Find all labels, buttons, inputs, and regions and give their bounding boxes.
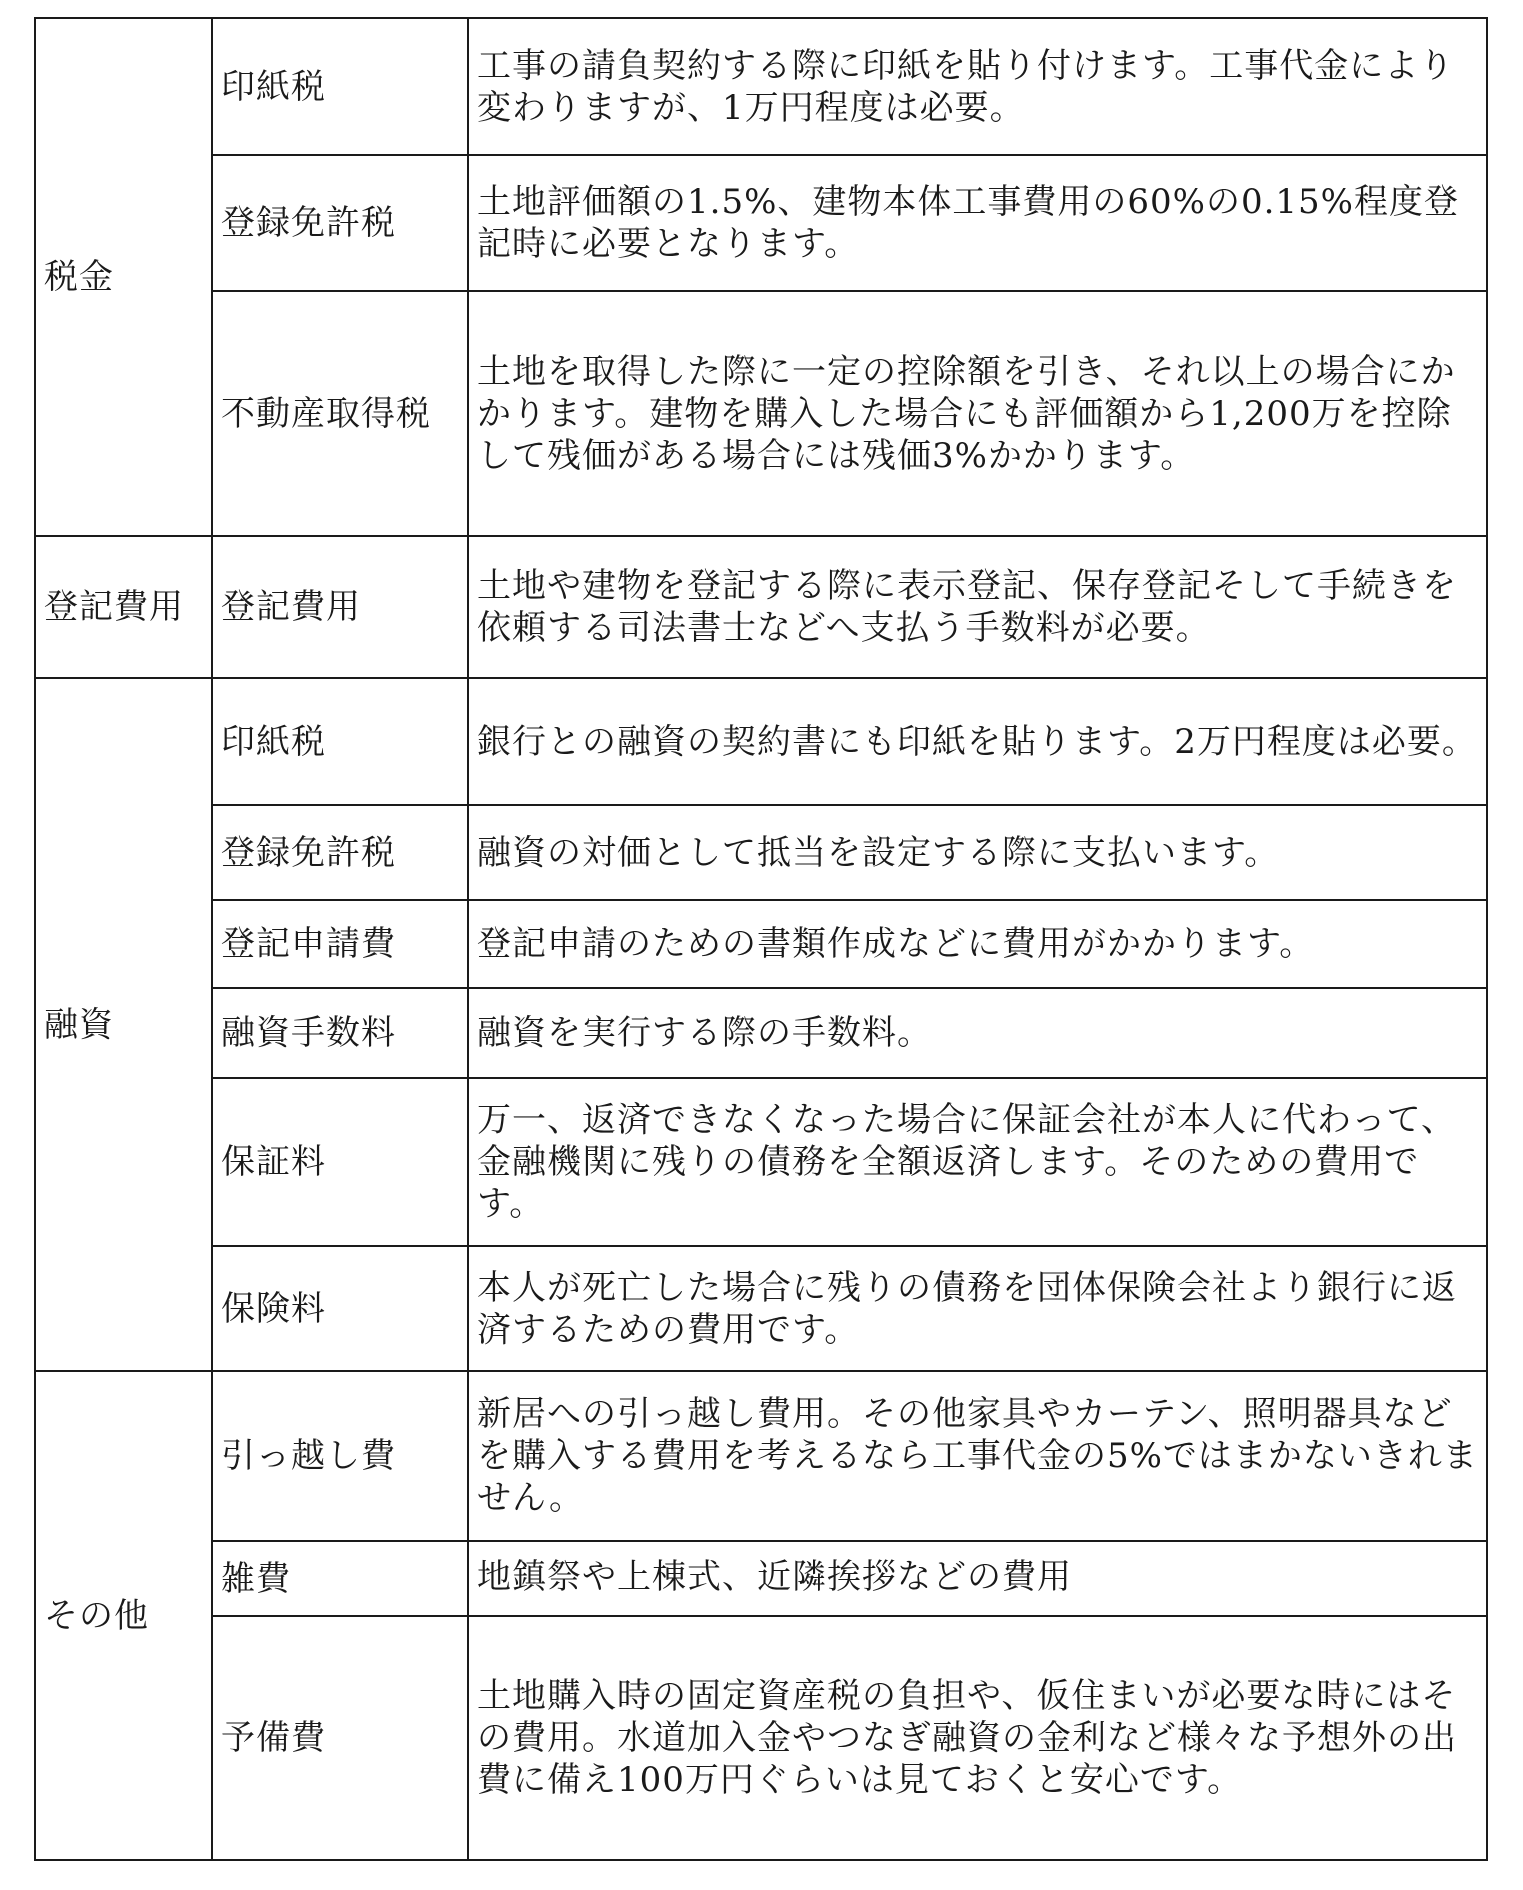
description-cell: 工事の請負契約する際に印紙を貼り付けます。工事代金により変わりますが、1万円程度は必要。 xyxy=(468,18,1487,155)
table-row xyxy=(35,678,1487,805)
table-row xyxy=(35,988,1487,1078)
category-cell: 融資 xyxy=(35,678,212,1371)
table-row xyxy=(35,1246,1487,1371)
item-cell: 印紙税 xyxy=(212,18,468,155)
table-row xyxy=(35,805,1487,900)
description-cell: 登記申請のための書類作成などに費用がかかります。 xyxy=(468,900,1487,988)
description-cell: 土地や建物を登記する際に表示登記、保存登記そして手続きを依頼する司法書士などへ支払う手数料が必要。 xyxy=(468,536,1487,678)
category-cell: その他 xyxy=(35,1371,212,1860)
table-row xyxy=(35,1371,1487,1541)
category-cell: 税金 xyxy=(35,18,212,536)
item-cell: 登録免許税 xyxy=(212,805,468,900)
item-cell: 雑費 xyxy=(212,1541,468,1616)
item-cell: 印紙税 xyxy=(212,678,468,805)
table-row xyxy=(35,18,1487,155)
table-row xyxy=(35,1078,1487,1246)
table-row xyxy=(35,155,1487,291)
cost-table xyxy=(34,17,1488,1861)
item-cell: 不動産取得税 xyxy=(212,291,468,536)
description-cell: 万一、返済できなくなった場合に保証会社が本人に代わって、金融機関に残りの債務を全額返済します。そのための費用です。 xyxy=(468,1078,1487,1246)
item-cell: 融資手数料 xyxy=(212,988,468,1078)
table-row xyxy=(35,291,1487,536)
table-row xyxy=(35,536,1487,678)
description-cell: 本人が死亡した場合に残りの債務を団体保険会社より銀行に返済するための費用です。 xyxy=(468,1246,1487,1371)
description-cell: 地鎮祭や上棟式、近隣挨拶などの費用 xyxy=(468,1541,1487,1616)
item-cell: 保険料 xyxy=(212,1246,468,1371)
item-cell: 予備費 xyxy=(212,1616,468,1860)
description-cell: 土地評価額の1.5%、建物本体工事費用の60%の0.15%程度登記時に必要となります。 xyxy=(468,155,1487,291)
item-cell: 登記申請費 xyxy=(212,900,468,988)
description-cell: 土地を取得した際に一定の控除額を引き、それ以上の場合にかかります。建物を購入した場合にも評価額から1,200万を控除して残価がある場合には残価3%かかります。 xyxy=(468,291,1487,536)
description-cell: 銀行との融資の契約書にも印紙を貼ります。2万円程度は必要。 xyxy=(468,678,1487,805)
description-cell: 融資の対価として抵当を設定する際に支払います。 xyxy=(468,805,1487,900)
description-cell: 土地購入時の固定資産税の負担や、仮住まいが必要な時にはその費用。水道加入金やつなぎ融資の金利など様々な予想外の出費に備え100万円ぐらいは見ておくと安心です。 xyxy=(468,1616,1487,1860)
item-cell: 登録免許税 xyxy=(212,155,468,291)
item-cell: 引っ越し費 xyxy=(212,1371,468,1541)
table-row xyxy=(35,900,1487,988)
table-row xyxy=(35,1616,1487,1860)
table-row xyxy=(35,1541,1487,1616)
description-cell: 新居への引っ越し費用。その他家具やカーテン、照明器具などを購入する費用を考えるなら工事代金の5%ではまかないきれません。 xyxy=(468,1371,1487,1541)
item-cell: 保証料 xyxy=(212,1078,468,1246)
item-cell: 登記費用 xyxy=(212,536,468,678)
category-cell: 登記費用 xyxy=(35,536,212,678)
description-cell: 融資を実行する際の手数料。 xyxy=(468,988,1487,1078)
